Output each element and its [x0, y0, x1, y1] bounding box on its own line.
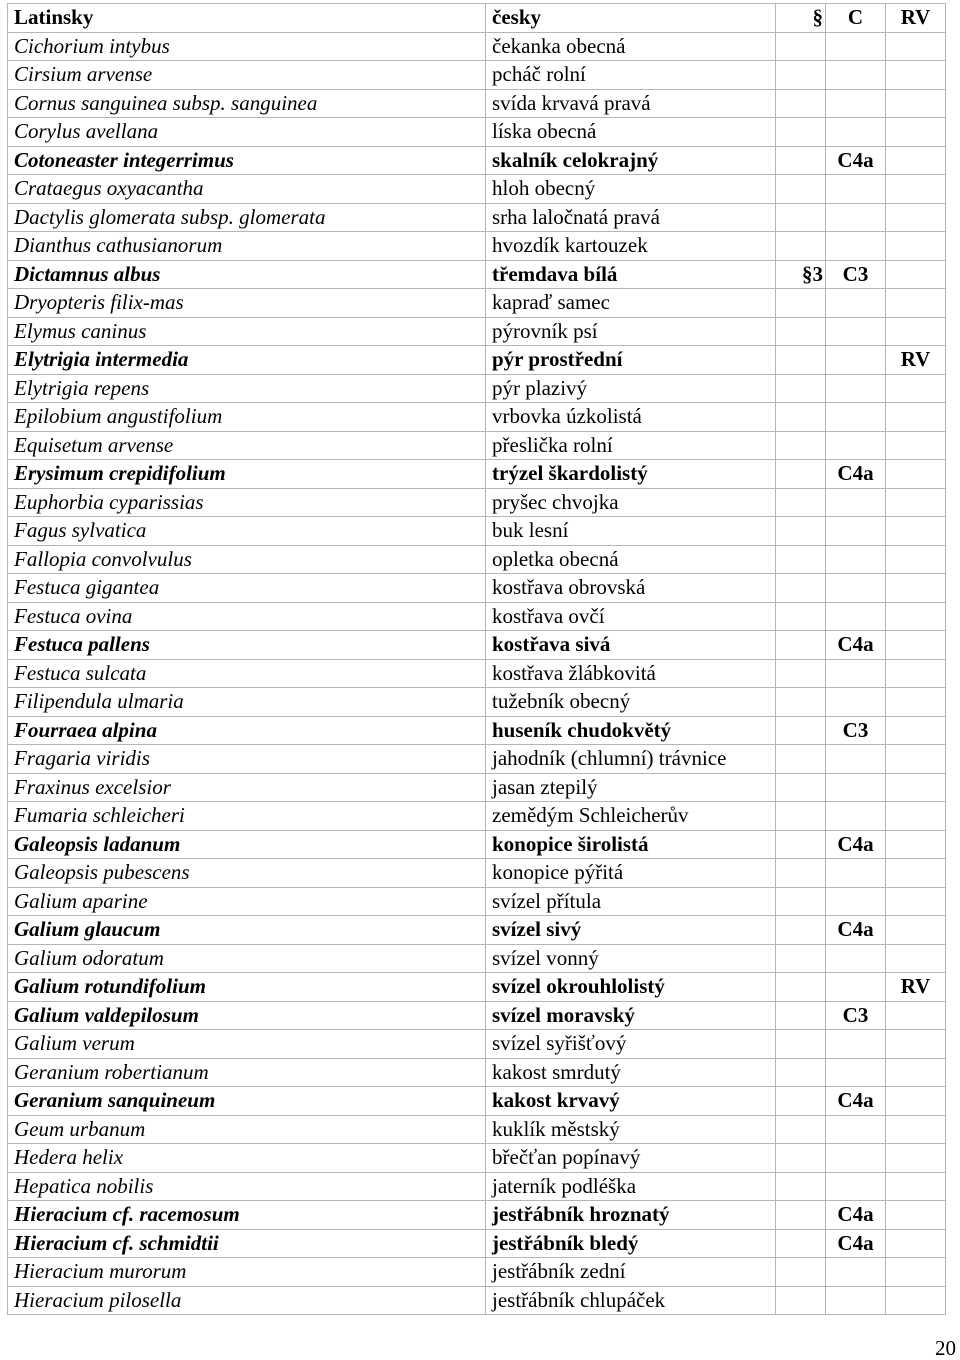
- czech-name-cell: tužebník obecný: [486, 688, 776, 717]
- table-row: [8, 403, 946, 432]
- paragraph-cell: [776, 716, 826, 745]
- rv-cell: [886, 61, 946, 90]
- table-row: [8, 973, 946, 1002]
- czech-name-cell: pýr plazivý: [486, 374, 776, 403]
- paragraph-cell: [776, 289, 826, 318]
- czech-name-cell: skalník celokrajný: [486, 146, 776, 175]
- rv-cell: [886, 118, 946, 147]
- paragraph-cell: [776, 1172, 826, 1201]
- czech-name-cell: kakost krvavý: [486, 1087, 776, 1116]
- paragraph-cell: [776, 89, 826, 118]
- latin-name-cell: Elymus caninus: [8, 317, 486, 346]
- category-c-cell: [826, 89, 886, 118]
- latin-name-cell: Festuca sulcata: [8, 659, 486, 688]
- czech-name-cell: konopice širolistá: [486, 830, 776, 859]
- paragraph-cell: [776, 346, 826, 375]
- rv-cell: [886, 602, 946, 631]
- latin-name-cell: Galium glaucum: [8, 916, 486, 945]
- paragraph-cell: [776, 1286, 826, 1315]
- latin-name-cell: Hieracium cf. schmidtii: [8, 1229, 486, 1258]
- category-c-cell: C3: [826, 260, 886, 289]
- table-row: [8, 916, 946, 945]
- czech-name-cell: kapraď samec: [486, 289, 776, 318]
- table-row: [8, 1058, 946, 1087]
- table-row: [8, 1115, 946, 1144]
- paragraph-cell: [776, 517, 826, 546]
- latin-name-cell: Filipendula ulmaria: [8, 688, 486, 717]
- paragraph-cell: [776, 431, 826, 460]
- header-czech: česky: [486, 4, 776, 33]
- table-row: [8, 118, 946, 147]
- czech-name-cell: svízel vonný: [486, 944, 776, 973]
- czech-name-cell: pýrovník psí: [486, 317, 776, 346]
- table-row: [8, 1258, 946, 1287]
- czech-name-cell: svízel okrouhlolistý: [486, 973, 776, 1002]
- czech-name-cell: konopice pýřitá: [486, 859, 776, 888]
- paragraph-cell: [776, 859, 826, 888]
- rv-cell: [886, 887, 946, 916]
- rv-cell: [886, 1087, 946, 1116]
- paragraph-cell: [776, 1058, 826, 1087]
- latin-name-cell: Galium valdepilosum: [8, 1001, 486, 1030]
- latin-name-cell: Geranium robertianum: [8, 1058, 486, 1087]
- paragraph-cell: [776, 1229, 826, 1258]
- latin-name-cell: Dictamnus albus: [8, 260, 486, 289]
- paragraph-cell: [776, 203, 826, 232]
- paragraph-cell: [776, 745, 826, 774]
- rv-cell: [886, 545, 946, 574]
- czech-name-cell: svízel sivý: [486, 916, 776, 945]
- czech-name-cell: pryšec chvojka: [486, 488, 776, 517]
- rv-cell: [886, 916, 946, 945]
- category-c-cell: [826, 1144, 886, 1173]
- czech-name-cell: hvozdík kartouzek: [486, 232, 776, 261]
- category-c-cell: [826, 802, 886, 831]
- table-row: [8, 175, 946, 204]
- table-row: [8, 1201, 946, 1230]
- table-row: [8, 289, 946, 318]
- category-c-cell: C4a: [826, 830, 886, 859]
- czech-name-cell: buk lesní: [486, 517, 776, 546]
- latin-name-cell: Fagus sylvatica: [8, 517, 486, 546]
- paragraph-cell: [776, 232, 826, 261]
- paragraph-cell: [776, 374, 826, 403]
- table-row: [8, 545, 946, 574]
- paragraph-cell: [776, 1087, 826, 1116]
- czech-name-cell: opletka obecná: [486, 545, 776, 574]
- table-row: [8, 260, 946, 289]
- paragraph-cell: [776, 146, 826, 175]
- table-row: [8, 574, 946, 603]
- rv-cell: [886, 146, 946, 175]
- latin-name-cell: Fallopia convolvulus: [8, 545, 486, 574]
- latin-name-cell: Epilobium angustifolium: [8, 403, 486, 432]
- category-c-cell: [826, 1030, 886, 1059]
- header-rv: RV: [886, 4, 946, 33]
- latin-name-cell: Erysimum crepidifolium: [8, 460, 486, 489]
- table-row: [8, 460, 946, 489]
- category-c-cell: [826, 973, 886, 1002]
- category-c-cell: C4a: [826, 460, 886, 489]
- paragraph-cell: [776, 1201, 826, 1230]
- rv-cell: [886, 289, 946, 318]
- category-c-cell: [826, 61, 886, 90]
- table-row: [8, 887, 946, 916]
- table-row: [8, 488, 946, 517]
- category-c-cell: [826, 317, 886, 346]
- czech-name-cell: srha laločnatá pravá: [486, 203, 776, 232]
- category-c-cell: C4a: [826, 631, 886, 660]
- page-number: 20: [935, 1336, 956, 1360]
- category-c-cell: [826, 488, 886, 517]
- czech-name-cell: huseník chudokvětý: [486, 716, 776, 745]
- czech-name-cell: čekanka obecná: [486, 32, 776, 61]
- rv-cell: [886, 317, 946, 346]
- category-c-cell: C3: [826, 716, 886, 745]
- category-c-cell: C4a: [826, 1201, 886, 1230]
- rv-cell: [886, 1058, 946, 1087]
- category-c-cell: C4a: [826, 146, 886, 175]
- table-row: [8, 317, 946, 346]
- rv-cell: [886, 631, 946, 660]
- latin-name-cell: Hieracium pilosella: [8, 1286, 486, 1315]
- category-c-cell: C4a: [826, 1229, 886, 1258]
- table-row: [8, 688, 946, 717]
- category-c-cell: [826, 1058, 886, 1087]
- czech-name-cell: třemdava bílá: [486, 260, 776, 289]
- rv-cell: [886, 1115, 946, 1144]
- czech-name-cell: trýzel škardolistý: [486, 460, 776, 489]
- category-c-cell: [826, 545, 886, 574]
- header-latin: Latinsky: [8, 4, 486, 33]
- paragraph-cell: [776, 1115, 826, 1144]
- rv-cell: [886, 1144, 946, 1173]
- czech-name-cell: svízel syřišťový: [486, 1030, 776, 1059]
- latin-name-cell: Dianthus cathusianorum: [8, 232, 486, 261]
- category-c-cell: [826, 175, 886, 204]
- latin-name-cell: Dactylis glomerata subsp. glomerata: [8, 203, 486, 232]
- czech-name-cell: kakost smrdutý: [486, 1058, 776, 1087]
- rv-cell: [886, 859, 946, 888]
- latin-name-cell: Corylus avellana: [8, 118, 486, 147]
- category-c-cell: [826, 403, 886, 432]
- rv-cell: [886, 1201, 946, 1230]
- czech-name-cell: kostřava sivá: [486, 631, 776, 660]
- czech-name-cell: jahodník (chlumní) trávnice: [486, 745, 776, 774]
- rv-cell: [886, 1030, 946, 1059]
- latin-name-cell: Cornus sanguinea subsp. sanguinea: [8, 89, 486, 118]
- paragraph-cell: [776, 545, 826, 574]
- species-table-body: [8, 4, 946, 1315]
- category-c-cell: [826, 431, 886, 460]
- paragraph-cell: [776, 488, 826, 517]
- paragraph-cell: [776, 887, 826, 916]
- rv-cell: [886, 431, 946, 460]
- category-c-cell: [826, 203, 886, 232]
- latin-name-cell: Hepatica nobilis: [8, 1172, 486, 1201]
- czech-name-cell: svída krvavá pravá: [486, 89, 776, 118]
- table-row: [8, 232, 946, 261]
- paragraph-cell: [776, 973, 826, 1002]
- latin-name-cell: Cichorium intybus: [8, 32, 486, 61]
- table-row: [8, 773, 946, 802]
- czech-name-cell: jestřábník bledý: [486, 1229, 776, 1258]
- paragraph-cell: [776, 916, 826, 945]
- category-c-cell: [826, 346, 886, 375]
- paragraph-cell: [776, 403, 826, 432]
- table-row: [8, 374, 946, 403]
- latin-name-cell: Galeopsis ladanum: [8, 830, 486, 859]
- header-paragraph: §: [776, 4, 826, 33]
- paragraph-cell: [776, 460, 826, 489]
- czech-name-cell: kostřava obrovská: [486, 574, 776, 603]
- rv-cell: [886, 517, 946, 546]
- rv-cell: [886, 203, 946, 232]
- rv-cell: [886, 773, 946, 802]
- rv-cell: [886, 659, 946, 688]
- category-c-cell: [826, 1258, 886, 1287]
- category-c-cell: [826, 574, 886, 603]
- latin-name-cell: Euphorbia cyparissias: [8, 488, 486, 517]
- paragraph-cell: [776, 631, 826, 660]
- table-row: [8, 431, 946, 460]
- category-c-cell: [826, 374, 886, 403]
- table-row: [8, 944, 946, 973]
- table-row: [8, 517, 946, 546]
- paragraph-cell: [776, 574, 826, 603]
- latin-name-cell: Fumaria schleicheri: [8, 802, 486, 831]
- paragraph-cell: [776, 118, 826, 147]
- table-row: [8, 1087, 946, 1116]
- latin-name-cell: Festuca pallens: [8, 631, 486, 660]
- category-c-cell: [826, 688, 886, 717]
- category-c-cell: [826, 1172, 886, 1201]
- rv-cell: [886, 1229, 946, 1258]
- latin-name-cell: Cotoneaster integerrimus: [8, 146, 486, 175]
- latin-name-cell: Elytrigia intermedia: [8, 346, 486, 375]
- latin-name-cell: Equisetum arvense: [8, 431, 486, 460]
- rv-cell: [886, 32, 946, 61]
- category-c-cell: C4a: [826, 1087, 886, 1116]
- latin-name-cell: Galeopsis pubescens: [8, 859, 486, 888]
- czech-name-cell: svízel přítula: [486, 887, 776, 916]
- table-row: [8, 32, 946, 61]
- latin-name-cell: Cirsium arvense: [8, 61, 486, 90]
- rv-cell: [886, 802, 946, 831]
- latin-name-cell: Elytrigia repens: [8, 374, 486, 403]
- paragraph-cell: [776, 830, 826, 859]
- paragraph-cell: [776, 773, 826, 802]
- table-row: [8, 716, 946, 745]
- paragraph-cell: [776, 1030, 826, 1059]
- rv-cell: [886, 403, 946, 432]
- latin-name-cell: Dryopteris filix-mas: [8, 289, 486, 318]
- czech-name-cell: svízel moravský: [486, 1001, 776, 1030]
- table-row: [8, 146, 946, 175]
- latin-name-cell: Galium verum: [8, 1030, 486, 1059]
- latin-name-cell: Hedera helix: [8, 1144, 486, 1173]
- category-c-cell: C4a: [826, 916, 886, 945]
- paragraph-cell: [776, 688, 826, 717]
- table-header-row: [8, 4, 946, 33]
- latin-name-cell: Galium odoratum: [8, 944, 486, 973]
- latin-name-cell: Geum urbanum: [8, 1115, 486, 1144]
- rv-cell: [886, 830, 946, 859]
- table-row: [8, 745, 946, 774]
- paragraph-cell: [776, 802, 826, 831]
- table-row: [8, 1144, 946, 1173]
- category-c-cell: [826, 859, 886, 888]
- category-c-cell: [826, 1115, 886, 1144]
- category-c-cell: [826, 944, 886, 973]
- rv-cell: RV: [886, 346, 946, 375]
- category-c-cell: [826, 232, 886, 261]
- paragraph-cell: [776, 944, 826, 973]
- category-c-cell: C3: [826, 1001, 886, 1030]
- table-row: [8, 859, 946, 888]
- category-c-cell: [826, 773, 886, 802]
- paragraph-cell: [776, 1001, 826, 1030]
- czech-name-cell: pýr prostřední: [486, 346, 776, 375]
- paragraph-cell: [776, 659, 826, 688]
- latin-name-cell: Galium aparine: [8, 887, 486, 916]
- rv-cell: [886, 232, 946, 261]
- category-c-cell: [826, 32, 886, 61]
- czech-name-cell: zemědým Schleicherův: [486, 802, 776, 831]
- table-row: [8, 631, 946, 660]
- table-row: [8, 61, 946, 90]
- table-row: [8, 1001, 946, 1030]
- latin-name-cell: Hieracium cf. racemosum: [8, 1201, 486, 1230]
- paragraph-cell: [776, 602, 826, 631]
- latin-name-cell: Galium rotundifolium: [8, 973, 486, 1002]
- czech-name-cell: jaterník podléška: [486, 1172, 776, 1201]
- category-c-cell: [826, 659, 886, 688]
- czech-name-cell: kostřava ovčí: [486, 602, 776, 631]
- czech-name-cell: kuklík městský: [486, 1115, 776, 1144]
- table-row: [8, 1030, 946, 1059]
- table-row: [8, 346, 946, 375]
- latin-name-cell: Festuca ovina: [8, 602, 486, 631]
- rv-cell: [886, 488, 946, 517]
- table-row: [8, 89, 946, 118]
- latin-name-cell: Fragaria viridis: [8, 745, 486, 774]
- table-row: [8, 1172, 946, 1201]
- paragraph-cell: [776, 1258, 826, 1287]
- czech-name-cell: hloh obecný: [486, 175, 776, 204]
- category-c-cell: [826, 887, 886, 916]
- czech-name-cell: kostřava žlábkovitá: [486, 659, 776, 688]
- category-c-cell: [826, 289, 886, 318]
- category-c-cell: [826, 118, 886, 147]
- czech-name-cell: břečťan popínavý: [486, 1144, 776, 1173]
- header-c: C: [826, 4, 886, 33]
- rv-cell: [886, 716, 946, 745]
- category-c-cell: [826, 1286, 886, 1315]
- latin-name-cell: Hieracium murorum: [8, 1258, 486, 1287]
- czech-name-cell: pcháč rolní: [486, 61, 776, 90]
- rv-cell: [886, 745, 946, 774]
- paragraph-cell: [776, 1144, 826, 1173]
- latin-name-cell: Fraxinus excelsior: [8, 773, 486, 802]
- table-row: [8, 1229, 946, 1258]
- rv-cell: [886, 260, 946, 289]
- czech-name-cell: líska obecná: [486, 118, 776, 147]
- paragraph-cell: [776, 317, 826, 346]
- table-row: [8, 602, 946, 631]
- czech-name-cell: jestřábník hroznatý: [486, 1201, 776, 1230]
- table-row: [8, 830, 946, 859]
- paragraph-cell: §3: [776, 260, 826, 289]
- rv-cell: [886, 175, 946, 204]
- czech-name-cell: vrbovka úzkolistá: [486, 403, 776, 432]
- paragraph-cell: [776, 32, 826, 61]
- table-row: [8, 203, 946, 232]
- czech-name-cell: jestřábník chlupáček: [486, 1286, 776, 1315]
- rv-cell: [886, 89, 946, 118]
- latin-name-cell: Fourraea alpina: [8, 716, 486, 745]
- latin-name-cell: Geranium sanquineum: [8, 1087, 486, 1116]
- rv-cell: [886, 1001, 946, 1030]
- category-c-cell: [826, 745, 886, 774]
- rv-cell: [886, 574, 946, 603]
- paragraph-cell: [776, 175, 826, 204]
- czech-name-cell: jestřábník zední: [486, 1258, 776, 1287]
- species-table: [7, 3, 946, 1315]
- table-row: [8, 1286, 946, 1315]
- table-row: [8, 659, 946, 688]
- rv-cell: [886, 944, 946, 973]
- table-row: [8, 802, 946, 831]
- paragraph-cell: [776, 61, 826, 90]
- latin-name-cell: Festuca gigantea: [8, 574, 486, 603]
- category-c-cell: [826, 517, 886, 546]
- czech-name-cell: jasan ztepilý: [486, 773, 776, 802]
- rv-cell: RV: [886, 973, 946, 1002]
- rv-cell: [886, 1172, 946, 1201]
- rv-cell: [886, 460, 946, 489]
- rv-cell: [886, 1286, 946, 1315]
- rv-cell: [886, 688, 946, 717]
- latin-name-cell: Crataegus oxyacantha: [8, 175, 486, 204]
- category-c-cell: [826, 602, 886, 631]
- rv-cell: [886, 374, 946, 403]
- rv-cell: [886, 1258, 946, 1287]
- czech-name-cell: přeslička rolní: [486, 431, 776, 460]
